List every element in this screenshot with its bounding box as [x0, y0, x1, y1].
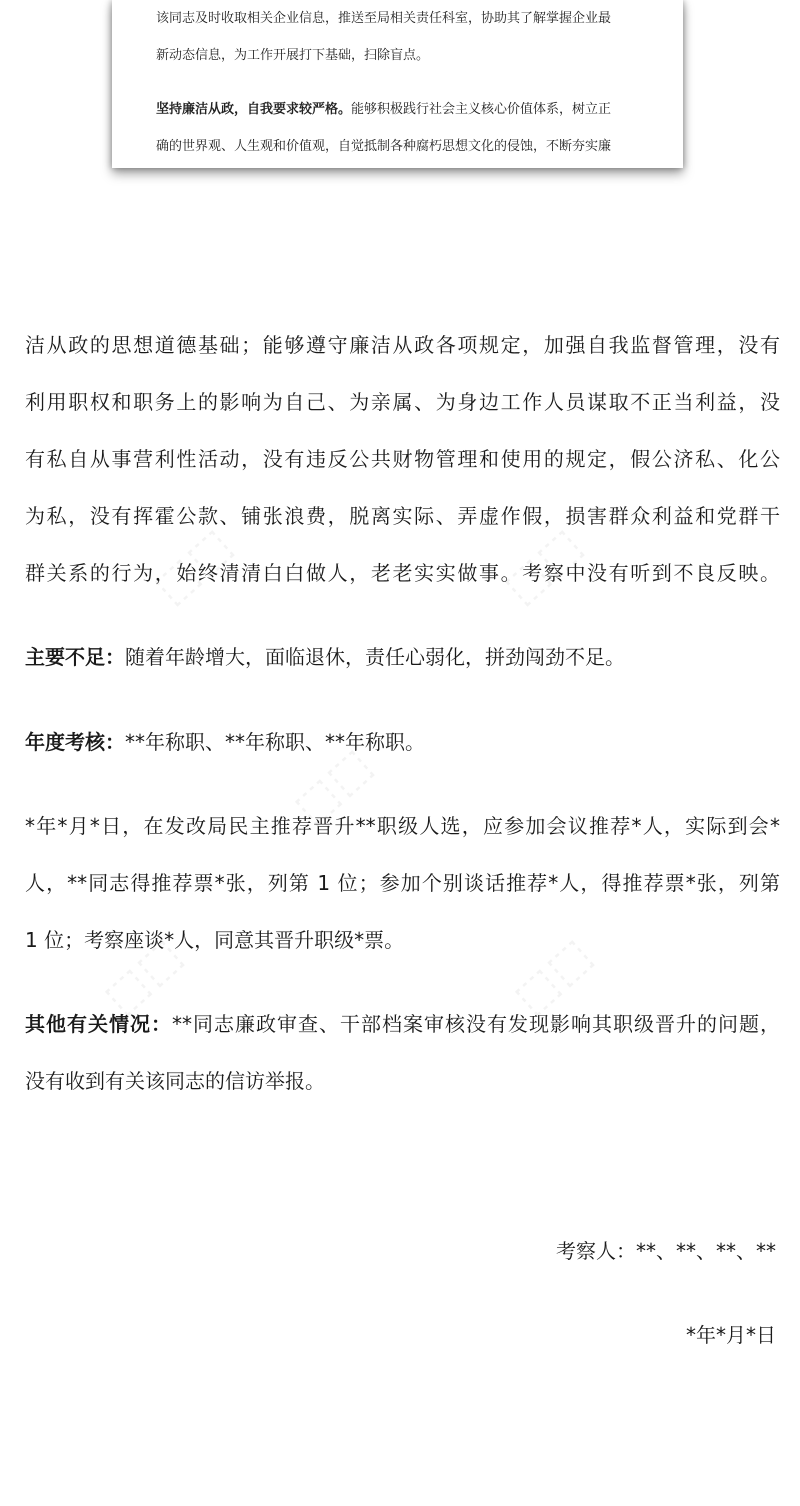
recommendation-line: *年*月*日，在发改局民主推荐晋升**职级人选，应参加会议推荐*人，实际到会*	[25, 814, 780, 838]
watermark: ⬚⬚	[284, 737, 384, 834]
preview-line-1: 该同志及时收取相关企业信息，推送至局相关责任科室，协助其了解掌握企业最	[156, 11, 612, 26]
document-preview-card	[112, 0, 683, 168]
body-line: 有私自从事营利性活动，没有违反公共财物管理和使用的规定，假公济私、化公	[25, 447, 780, 471]
recommendation-line: 1 位；考察座谈*人，同意其晋升职级*票。	[25, 928, 405, 952]
watermark: ⬚⬚	[504, 927, 604, 1024]
body-line: 为私，没有挥霍公款、铺张浪费，脱离实际、弄虚作假，损害群众利益和党群干	[25, 504, 780, 528]
inspectors-signature: 考察人：**、**、**、**	[556, 1239, 776, 1263]
annual-assessment-label: 年度考核：	[25, 730, 125, 754]
preview-line-3-heading: 坚持廉洁从政，自我要求较严格。	[156, 102, 352, 117]
other-situation-line: 没有收到有关该同志的信访举报。	[25, 1069, 325, 1093]
body-line: 利用职权和职务上的影响为自己、为亲属、为身边工作人员谋取不正当利益，没	[25, 390, 780, 414]
shortcomings-paragraph	[25, 642, 780, 672]
shortcomings-label: 主要不足：	[25, 645, 125, 669]
other-situation-line	[25, 1009, 780, 1039]
preview-line-2: 新动态信息，为工作开展打下基础，扫除盲点。	[156, 48, 430, 63]
preview-line-4: 确的世界观、人生观和价值观，自觉抵制各种腐朽思想文化的侵蚀，不断夯实廉	[156, 139, 612, 154]
watermark: ⬚⬚	[494, 517, 594, 614]
other-situation-label: 其他有关情况：	[25, 1012, 172, 1036]
recommendation-line: 人，**同志得推荐票*张，列第 1 位；参加个别谈话推荐*人，得推荐票*张，列第	[25, 871, 780, 895]
other-situation-text: **同志廉政审查、干部档案审核没有发现影响其职级晋升的问题，	[172, 1012, 780, 1036]
body-line: 洁从政的思想道德基础；能够遵守廉洁从政各项规定，加强自我监督管理，没有	[25, 333, 780, 357]
body-line: 群关系的行为，始终清清白白做人，老老实实做事。考察中没有听到不良反映。	[25, 561, 780, 585]
annual-assessment-paragraph	[25, 727, 780, 757]
shortcomings-text: 随着年龄增大，面临退休，责任心弱化，拼劲闯劲不足。	[125, 645, 625, 669]
preview-line-3-text: 能够积极践行社会主义核心价值体系，树立正	[351, 102, 612, 117]
watermark: ⬚⬚	[144, 517, 244, 614]
annual-assessment-text: **年称职、**年称职、**年称职。	[125, 730, 425, 754]
signature-date: *年*月*日	[686, 1323, 776, 1347]
preview-line-3	[156, 100, 656, 120]
watermark: ⬚⬚	[94, 927, 194, 1024]
